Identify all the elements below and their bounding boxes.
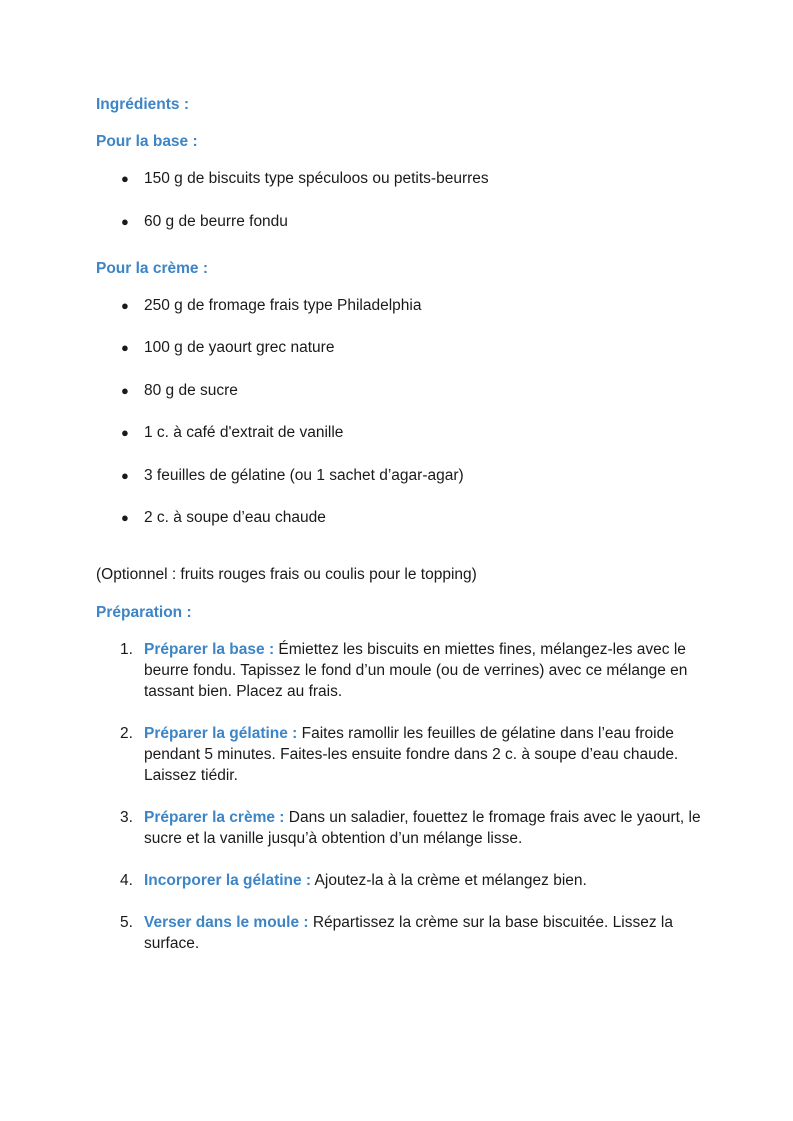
list-item [96,507,706,528]
ingredient-text: 80 g de sucre [144,381,238,399]
step-item [96,912,706,954]
ingredient-text: 2 c. à soupe d’eau chaude [144,509,326,526]
recipe-document [96,94,706,954]
ingredient-text: 60 g de beurre fondu [144,212,288,230]
step-text: Dans un saladier, fouettez le fromage frais avec le yaourt, le sucre et la vanille jusqu’à obtention d’un mélange lisse. [144,809,701,847]
base-heading: Pour la base : [96,133,198,150]
list-item [96,422,706,443]
list-item [96,337,706,358]
step-item [96,870,706,891]
bullet-icon: ● [121,297,129,313]
ingredient-text: 150 g de biscuits type spéculoos ou petits-beurres [144,170,489,187]
optional-note: (Optionnel : fruits rouges frais ou coulis pour le topping) [96,566,477,583]
bullet-icon: ● [121,171,129,186]
step-title: Verser dans le moule : [144,914,309,931]
step-title: Préparer la base : [144,641,275,658]
step-number: 1. [120,641,133,658]
step-number: 5. [120,914,133,931]
base-ingredient-list [96,168,706,232]
bullet-icon: ● [121,340,129,355]
list-item [96,295,706,316]
list-item [96,168,706,189]
ingredients-heading: Ingrédients : [96,96,190,113]
bullet-icon: ● [121,425,129,440]
creme-ingredient-list [96,295,706,529]
ingredient-text: 1 c. à café d'extrait de vanille [144,424,344,441]
step-item [96,807,706,849]
bullet-icon: ● [121,213,129,229]
list-item [96,380,706,401]
step-item [96,723,706,786]
bullet-icon: ● [121,467,129,483]
list-item [96,465,706,486]
step-number: 4. [120,872,133,889]
bullet-icon: ● [121,510,129,525]
bullet-icon: ● [121,382,129,398]
step-text: Faites ramollir les feuilles de gélatine dans l’eau froide pendant 5 minutes. Faites-les ensuite fondre dans 2 c. à soupe d’eau chaude. Laissez tiédir. [144,725,679,784]
preparation-heading: Préparation : [96,604,192,621]
list-item [96,211,706,232]
step-number: 3. [120,809,133,826]
step-text: Répartissez la crème sur la base biscuitée. Lissez la surface. [144,914,673,952]
creme-heading: Pour la crème : [96,259,208,277]
step-item [96,639,706,702]
ingredient-text: 250 g de fromage frais type Philadelphia [144,296,422,314]
step-number: 2. [120,725,133,742]
preparation-steps [96,639,706,954]
step-title: Préparer la crème : [144,809,285,826]
step-title: Incorporer la gélatine : [144,872,312,889]
step-title: Préparer la gélatine : [144,725,298,742]
ingredient-text: 3 feuilles de gélatine (ou 1 sachet d’agar-agar) [144,466,464,484]
ingredient-text: 100 g de yaourt grec nature [144,339,335,356]
step-text: Émiettez les biscuits en miettes fines, mélangez-les avec le beurre fondu. Tapissez le fond d’un moule (ou de verrines) avec ce mélange en tassant bien. Placez au frais. [144,641,688,700]
step-text: Ajoutez-la à la crème et mélangez bien. [311,872,587,889]
